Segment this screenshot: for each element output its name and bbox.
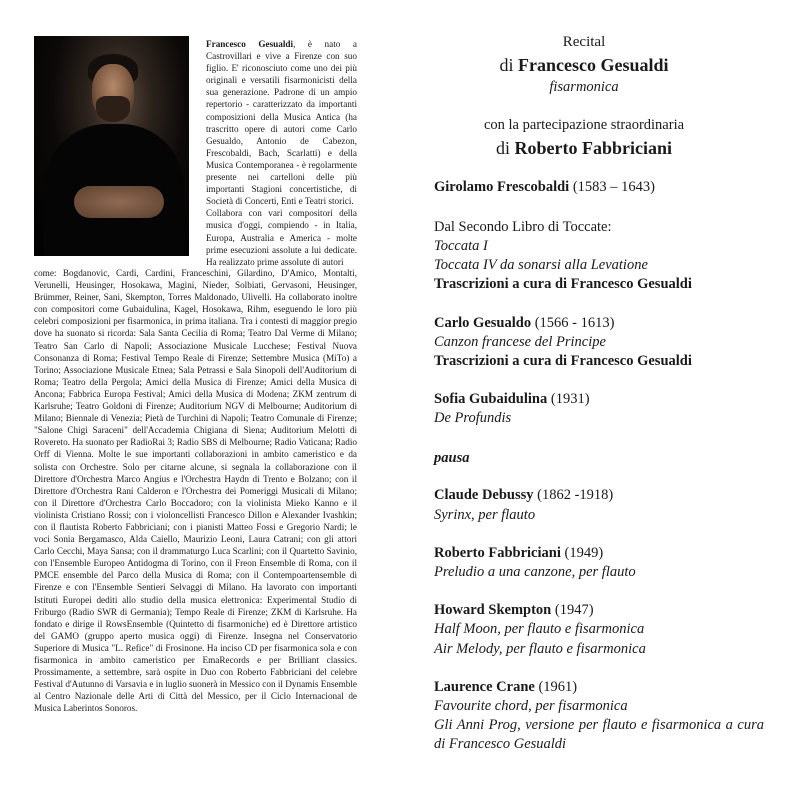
- composer-name: Laurence Crane: [434, 679, 535, 695]
- program-debussy: [434, 486, 774, 505]
- work-air-melody: Air Melody, per flauto e fisarmonica: [434, 641, 646, 657]
- performer1-name: Francesco Gesualdi: [518, 55, 669, 75]
- program-fabbriciani: [434, 544, 774, 563]
- performer1-di: di: [499, 55, 518, 75]
- bio-column-top: [206, 38, 357, 268]
- performer2-di: di: [495, 138, 515, 158]
- composer-dates: (1583 – 1643): [569, 179, 655, 195]
- composer-name: Roberto Fabbriciani: [434, 545, 561, 561]
- instrument-label: fisarmonica: [549, 79, 619, 95]
- program-gesualdo: [434, 314, 774, 333]
- program-skempton: [434, 601, 774, 620]
- work-syrinx: Syrinx, per flauto: [434, 507, 536, 523]
- partecipazione-label: con la partecipazione straordinaria: [483, 117, 685, 133]
- work-half-moon: Half Moon, per flauto e fisarmonica: [434, 621, 645, 637]
- composer-dates: (1862 -1918): [533, 487, 614, 503]
- performer2-name: Roberto Fabbriciani: [514, 138, 672, 158]
- composer-dates: (1931): [547, 391, 590, 407]
- performer2-line: [434, 138, 734, 159]
- performer1-line: [434, 55, 734, 76]
- trascrizioni-note-2: Trascrizioni a cura di Francesco Gesualdi: [434, 353, 692, 369]
- program-frescobaldi: [434, 178, 774, 197]
- work-anni-prog: Gli Anni Prog, versione per flauto e fisarmonica a cura di Francesco Gesualdi: [434, 717, 764, 752]
- performer-photo: [34, 36, 189, 256]
- composer-name: Carlo Gesualdo: [434, 315, 532, 331]
- pausa-label: pausa: [434, 450, 470, 466]
- composer-dates: (1949): [560, 545, 604, 561]
- work-toccata-1: Toccata I: [434, 238, 488, 254]
- photo-arms: [74, 186, 164, 218]
- work-canzon: Canzon francese del Principe: [434, 334, 606, 350]
- work-favourite-chord: Favourite chord, per fisarmonica: [434, 698, 628, 714]
- bio-continuation: come: Bogdanovic, Cardi, Cardini, Franceschini, Gilardino, D'Amico, Montalti, Verunelli, Heusinger, Hosokawa, Magini, Nieder, Solbiati, Gervasoni, Heusinger, Brümmer, Reiner, Sani, Skempton, Torres Maldonado, Ulivelli. Ha collaborato inoltre con compositori come Gubaidulina, Kagel, Hosokawa, Rihm, eseguendo le loro più celebri composizioni per fisarmonica, in prima italiana. Tra i contesti di maggior pregio dove ha suonato si ricorda: Sala Santa Cecilia di Roma; Teatro Dal Verme di Milano; Teatro San Carlo di Napoli; Associazione Musicale Lucchese; Festival Nuova Consonanza di Roma; Festival Tempo Reale di Firenze; Settembre Musica (MiTo) a Torino; Associazione Musicale Etnea; Sala Petrassi e Sala Sinopoli dell'Auditorium di Roma; Teatro della Pergola; Amici della Musica di Firenze; Amici della Musica di Ancona; Fabbrica Europa Festival; Amici della Musica di Modena; ZKM zentrum di Karlsruhe; Teatro Goldoni di Firenze; Auditorium NGV di Melbourne; Auditorium di Milano; Biennale di Venezia; Pietà de Turchini di Napoli; Teatro Comunale di Firenze; "Salone Chigi Saraceni" dell'Accademia Chigiana di Siena; Auditorium Melotti di Rovereto. Ha suonato per RadioRai 3; Radio SBS di Melbourne; Radio Vaticana; Radio Orff di Vienna. Molte le sue importanti collaborazioni in ambito cameristico e da solista con Orchestre. Solo per citarne alcune, si segnala la collaborazione con il Direttore d'Orchestra Marco Angius e l'Orchestra Haydn di Trento e Bolzano; con il Direttore d'Orchestra Rani Calderon e l'Orchestra dei Pomeriggi Musicali di Milano; con il Direttore d'Orchestra Carlo Boccadoro; con la violinista Mieko Kanno e il violinista Cristiano Rossi; con i violoncellisti Francesco Dillon e Alexander Ivashkin; con il flautista Roberto Fabbriciani; con i pianisti Matteo Fossi e Gregorio Nardi; le voci Sonia Bergamasco, Alda Caiello, Maurizio Leoni, Laura Catrani; con gli attori Carlo Cecchi, Maya Sansa; con il drammaturgo Luca Scarlini; con il Quartetto Savinio, con l'Ensemble Europeo Antidogma di Torino, con il Freon Ensemble di Roma, con il PMCE ensemble del Parco della Musica di Roma; con il Contempoartensemble di Firenze e con l'Ensemble Sentieri Selvaggi di Milano. Ha lavorato con importanti Istituti Europei dediti allo studio della musica elettronica: Experimental Studio di Friburgo (Radio SWR di Germania); Tempo Reale di Firenze; ZKM di Karlsruhe. Ha fondato e dirige il RowsEnsemble (Quintetto di fisarmoniche) ed è Direttore artistico del GAMO (gruppo aperto musica oggi) di Firenze. Insegna nel Conservatorio Superiore di Musica "L. Refice" di Frosinone. Ha inciso CD per fisarmonica sola e con fisarmonica in ambito cameristico per EmaRecords e per Brilliant classics. Prossimamente, a settembre, sarà ospite in Duo con Roberto Fabbriciani del celebre Festival d'Autunno di Varsavia e in luglio suonerà in Messico con il Dynamis Ensemble al Centro Nazionale delle Arti di Città del Messico, per il Ciclo Internacional de Musica Laberintos Sonoros.: [34, 268, 357, 714]
- program-crane: [434, 678, 774, 697]
- trascrizioni-note-1: Trascrizioni a cura di Francesco Gesualdi: [434, 276, 692, 292]
- toccate-intro: Dal Secondo Libro di Toccate:: [434, 219, 612, 235]
- work-toccata-4: Toccata IV da sonarsi alla Levatione: [434, 257, 648, 273]
- work-de-profundis: De Profundis: [434, 410, 512, 426]
- composer-name: Howard Skempton: [434, 602, 552, 618]
- composer-name: Claude Debussy: [434, 487, 534, 503]
- program-gubaidulina: [434, 390, 774, 409]
- composer-dates: (1566 - 1613): [531, 315, 615, 331]
- work-preludio: Preludio a una canzone, per flauto: [434, 564, 636, 580]
- photo-beard: [96, 96, 130, 122]
- composer-dates: (1947): [551, 602, 594, 618]
- bio-collab: Collabora con vari compositori della musica d'oggi, compiendo - in Italia, Europa, Australia e America - molte prime esecuzioni assolute a lui dedicate. Ha realizzato prime assolute di autori: [206, 208, 357, 267]
- recital-label: Recital: [562, 34, 606, 50]
- bio-name: Francesco Gesualdi: [206, 39, 294, 49]
- bio-intro-text: , è nato a Castrovillari e vive a Firenze con suo figlio. E' riconosciuto come uno dei più originali e versatili fisarmonicisti della sua generazione. Padrone di un ampio repertorio - caratterizzato da importanti composizioni della Musica Antica (ha trascritto opere di autori come Carlo Gesualdo, Antonio de Cabezon, Frescobaldi, Bach, Scarlatti) e della Musica Contemporanea - è regolarmente presente nei cartelloni delle più importanti Stagioni concertistiche, di Società di Concerti, Enti e Teatri storici.: [206, 39, 358, 207]
- composer-name: Girolamo Frescobaldi: [434, 179, 570, 195]
- composer-dates: (1961): [534, 679, 578, 695]
- composer-name: Sofia Gubaidulina: [434, 391, 548, 407]
- bio-intro: [206, 38, 357, 207]
